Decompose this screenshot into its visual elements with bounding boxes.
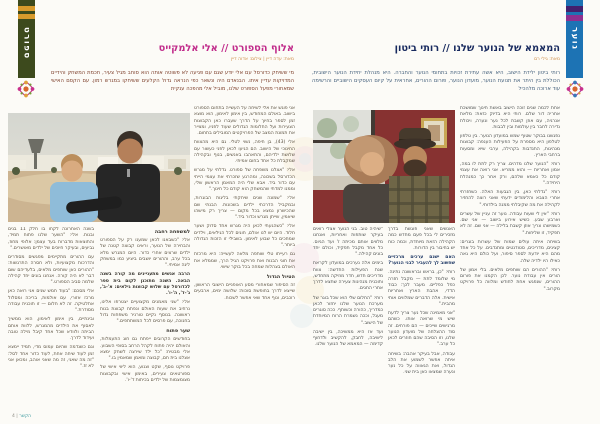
- footer-title: הקשר: [19, 414, 32, 419]
- rosette-ornament-icon: [562, 76, 588, 102]
- body-paragraph: בשיחה איתה עולים שמות של עשרות בוגרים: קצינים, מדריכים, סטודנטים ומתנדבים. על כל אחד מהם היא יודעת לספר סיפור, ועל כולם היא גאה כאילו היו ילדיה שלה.: [460, 239, 560, 264]
- subheading: שער פתוח: [166, 328, 190, 335]
- body-paragraph: זה הסיפור שמאחורי מסע האופניים הישובי הראשון, שייצא לדרך בחופשת סוכות: שלושה ימים, ארבעים רוכבים, ונוף אחד שאי אפשר לשכוח.: [194, 283, 295, 301]
- tab-stripe: [18, 6, 35, 11]
- photo-couple-in-cafe: [313, 110, 455, 223]
- body-paragraph: אני פוגש את אלי לשיחה על העשייה בתחום הספורט בישוב. באולם המחודש, בין אימון לאימון, הוא מוצא זמן לספר בחיוך על הדרך שעברו כאן הקבוצות הצעירות ועל החלומות הגדולים שעוד לפניו, ומצייר את תמונת המצב של הפרויקטים המובילים בתחום.: [194, 106, 295, 137]
- article-headline: אלוף הספורט // אלי אלמקייס: [158, 43, 294, 54]
- question-text: האם ישנם ערכים מרכזיים שחשוב לך להעביר לבני הנוער?: [388, 254, 455, 267]
- footer-page-number: | 4: [12, 414, 18, 419]
- body-paragraph: האנשים שאני פוגשת בדרך מזכירים לי בכל פעם מחדש כמה הקהילה הזאת מיוחדת, וכמה כוח יש בחיבור בין הדורות.: [388, 227, 455, 251]
- body-paragraph: נפגשנו בבוקר שטוף שמש במועדון הנוער. בין טלפון לטלפון היא מספרת על הפעילות הענפה: קבוצות מנהיגות, התנדבות בקהילה, ערבי שיא ומסעות ברחבי הארץ.: [460, 133, 560, 158]
- body-paragraph: אלי (43), בן חיפה, נשוי לטלי. גם היא מהצוות החינוכי של הישוב. הם הגיעו לכאן לפני כעשור עם שלושת ילדיהם, והתאהבו באנשים, בנוף ובקהילה שמקבלת כל אחד בחום אמיתי.: [194, 140, 295, 165]
- body-paragraph: רותי: "החלום שלי הוא שכל בוגר של מערכת הנוער שלנו יחזור לכאן כמדריך, כהורה וכשותף. ככה סוגרים מעגל, וככה נשמרת הרוח המיוחדת של הישוב.": [313, 295, 383, 326]
- body-paragraph: עם ההורים מתקיימים מפגשים מסודרים והדרכות מקצועיות, ולא חסרה התרגשות: "ההורים כאן שותפים מלאים, בלעדיהם שום דבר לא היה קורה. אנחנו בונים יחד קהילה שלמה סביב הספורט.": [8, 254, 94, 286]
- right-page-youth: [300, 0, 600, 424]
- body-paragraph: בימים אלה נערכים במועדון לקראת שנת הפעילות החדשה: צוות מדריכים חדש, חדר מוזיקה מתחדש, ותוכנית מנהיגות צעירה שתצא לדרך אחרי החגים.: [313, 261, 383, 292]
- text-column: [100, 227, 190, 421]
- body-paragraph: "אני מאמינה שכל נער צריך לדעת שיש מי שרואה אותו. כשהם מרגישים שייכים — הם פורחים. זה סוד ההצלחה של מועדון הנוער שלנו, וזו הסיבה שהם חוזרים לכאן כל ערב.": [388, 310, 455, 348]
- article-intro: מי ששיחק כדורסל עם אלי יודע שגם עם פגיעה לא פשוטה אותה הוא סוחב מגיל צעיר, חכמת המשחק והידיים המדויקות עדיין איתו. הבנאדם היה ונשאר כפי הנראה גדול הקלעים ששיחקו במגרש רמון. עם הקסם האישי שמאחורי מפעל הספורט שלנו, מוביל אלי מהפכה ענקית: [51, 70, 294, 92]
- body-paragraph: בשנה האחרונה לקחו בו חלק 11 בנים ובנות. אלי: "השער שלנו פתוח תמיד, והתוצאות מדברות בעד עצמן: אלופי מחוז, גביעים, ובעיקר חיוכים של ילדים מאושרים.": [8, 227, 94, 251]
- section-tab-sport: [18, 0, 35, 78]
- body-paragraph: אלי: "כשהגעתי לכאן היה מגרש אחד סדוק ושער חלוד. היום יש לנו אולם, חוגים לכל הגילאים, וילדים שמחכים כל שבוע לאימון. בשבילי זו הזכות הגדולה ביותר.": [194, 224, 295, 249]
- page-footer: [12, 414, 31, 419]
- text-column: [313, 227, 383, 417]
- body-paragraph: אלי: "כשבאנו לכאן שמענו רק על הספורט והבחירה של הנוער, וראינו קבוצה קטנה של ילדים שרצים אחרי כדור. היום המגרש מלא בכל ערב, וההורים יושבים ביציע כמו במשחק ליגה אמיתי.": [100, 238, 190, 269]
- text-column: [194, 106, 295, 420]
- subheading: הטיול הגדול: [266, 273, 295, 280]
- text-column: [460, 106, 560, 418]
- body-paragraph: אלי: "שני מאמנים מקצועיים יצטרפו אלינו, נרחיב את שעות האולם ונפתח קבוצת בנות ראשונה. בנוסף נקיים טורניר משפחות גדול בחנוכה, עם פרסים לכל המשתתפים.": [100, 300, 190, 325]
- body-paragraph: רותי: "כן, בראש ובראשונה נתינה. מי שלומד לתת — מקבל חזרה כפל כפליים. מעבר לכך: כבוד הדדי, אהבת הארץ ואחריות אישית. אלה הדברים שמלווים אותי מהבית.": [388, 270, 455, 307]
- body-paragraph: אחת לכמה שנים זוכה הישוב באשת חינוך שמושכת אחריה דור שלם. רותי היא בדיוק כזאת: מלאת אנרגיה, עם אוזן קשבת לכל נער ונערה, ויכולת נדירה לחבר בין עולמות ובין לבבות.: [460, 106, 560, 130]
- photo-man-with-child: [8, 113, 190, 222]
- body-paragraph: רותי: "הנוער שלנו מדהים. צריך רק לתת לו במה, אמון ואחריות — והוא ממריא. אני רואה את עצמי קודם כל כאמא שלהם, ורק אחר כך כמנהלת היחידה.": [460, 161, 560, 186]
- rosette-ornament-icon: [13, 76, 39, 102]
- body-paragraph: רותי: "ההורים הם שותפים מלאים. בלי אמון של הורים אין עבודת נוער. לכן הקמנו את פורום ההורים, שנפגש אחת לחודש ומלווה כל פרויקט מקרוב.": [460, 267, 560, 292]
- body-paragraph: בחודשים הקרובים ייפתח גם חוג התעמלות, והאולם יהיה פתוח לקהל הרחב בסופי השבוע. אלי מבטיח: "כל ילד שירצה לשחק ימצא אצלנו בית חם, קבוצה ומאמן שמאמין בו.": [100, 337, 190, 362]
- body-paragraph: פרויקט נוסף, שקט וצנוע, הוא ליווי אישי של ספורטאים צעירים, באימון אישי ובקבוצות מצומצמות של ילדים בכיתות ד'-ו'.: [100, 365, 190, 384]
- body-paragraph: אלי: "שמונה שנים שיחקתי בליגות הבוגרות, ובמקביל הדרכתי ילדים בשכונות. הבנתי שם שהכישרון נמצא בכל מקום — צריך רק מישהו שיאמין, שייתן מגרש וכדור ביד.": [194, 196, 295, 221]
- section-tab-label: ספורט: [21, 27, 32, 60]
- body-paragraph: גם רעייתו טלי שותפה מלאה לעשייה: היא מרכזת את חוגי הבנות ואת פרויקט הגיל הרך, שממלא את האולם בצהלות שמחה בכל בוקר שישי.: [194, 252, 295, 270]
- tab-stripe: [566, 6, 583, 12]
- article-intro: רותי ביטון ילידת הישוב, היא אשה עתירת זכויות בתחומי הנוער והחברה. היא מנהלת יחידת הנוער הישובית, הכוללת בין היתר את תנועת הנוער, מועדון הנוער, פורום ההורים, אחראית על קיום העסקים הישוביים והרשימה עוד ארוכה מלהכיל: [312, 70, 560, 92]
- body-paragraph: עבודה, אבל בעיקר אהבה: בשיחה איתה אפשר לשמוע את הלב הגדול, ואת הגאווה על כל נער ונערה שמצאו כאן בית שני.: [388, 351, 455, 376]
- section-tab-label: נוער: [569, 27, 580, 51]
- tab-stripe: [18, 14, 35, 19]
- body-paragraph: "שיהיה טוב. בני הנוער אצלי רואים בעיקר שותפות ואחריות, ואנחנו מלווים אותם מכיתה ז' ועד הגיוס. כל אחד מקבל תפקיד, וכולם יחד בונים קהילה.": [313, 227, 383, 258]
- body-paragraph: ובינתיים, בין אימון לאימון, הוא ממשיך לאסוף את הילדים מהמגרש, ללוות אותם הביתה ולוודא שכל אחד קיבל מילה טובה ועידוד לדרך.: [8, 317, 94, 342]
- body-paragraph: וגם כשנדמה שהיום עמוס מדי, תמיד יימצא זמן לעוד שיחה אחת, לעוד כדור אחד לסל: "זה מה שאני, זה מה שאני אוהב, ומכאן אני לא זז.": [8, 345, 94, 370]
- body-paragraph: אלי: "אצלנו משפחה של ספורט. גדלתי על מגרש הכדורסל בשכונה, ומהרגע שזכרתי את עצמי הייתי עם כדור ביד. אבא שלי היה המאמן הראשון שלי, וממנו למדתי שהמשחק הוא קודם כל חינוך.": [194, 168, 295, 193]
- byline-credit: מאת: עדה דיין | צילום: אדוה דיין: [230, 57, 294, 62]
- body-paragraph: ועד אז היא ממשיכה, בין ישיבה לישיבה, לחבק, להקשיב ולדחוף קדימה — המאמא של הנוער שלנו.: [313, 329, 383, 348]
- text-column: [388, 227, 455, 417]
- tab-stripe: [566, 15, 583, 21]
- body-paragraph: רותי: "גדלתי כאן, בין הגבעות האלה. כשחזרתי אחרי הצבא והלימודים ידעתי שאני רוצה להחזיר לקהילה את מה שקיבלתי ממנה בילדותי.": [460, 189, 560, 208]
- body-paragraph: רותי: "אין לי שעות עבודה. נוער זה עניין של עשרים וארבע שבע. כשיש אירוע בישוב — אני שם. כשמישהו צריך אוזן קשבת בלילה — אני שם. זה לא תפקיד, זו שליחות.": [460, 211, 560, 236]
- question-text: הרבה אנשים מתעניינים מה קורה בשנה הבאה. השנה מתוכנן לקום בית ספר לכדורסל עם שלוש קבוצות גילאים: א'-ב', ג'-ד', ה'-ו'.: [100, 272, 190, 297]
- article-headline: המאמא של הנוער שלנו // רותי ביטון: [394, 43, 560, 54]
- section-tab-youth: [566, 0, 583, 78]
- subheading: למשפחה רחבה: [154, 229, 190, 235]
- byline-credit: מאת: גילי רם: [534, 57, 560, 62]
- text-column: [8, 227, 94, 421]
- body-paragraph: אלי מסכם: "בעוד חמש שנים אני רואה כאן מרכז אזורי, עם אולמות, בריכה ומסלול אתלטיקה. זה לא חלום — זו תוכנית עבודה מסודרת.": [8, 289, 94, 314]
